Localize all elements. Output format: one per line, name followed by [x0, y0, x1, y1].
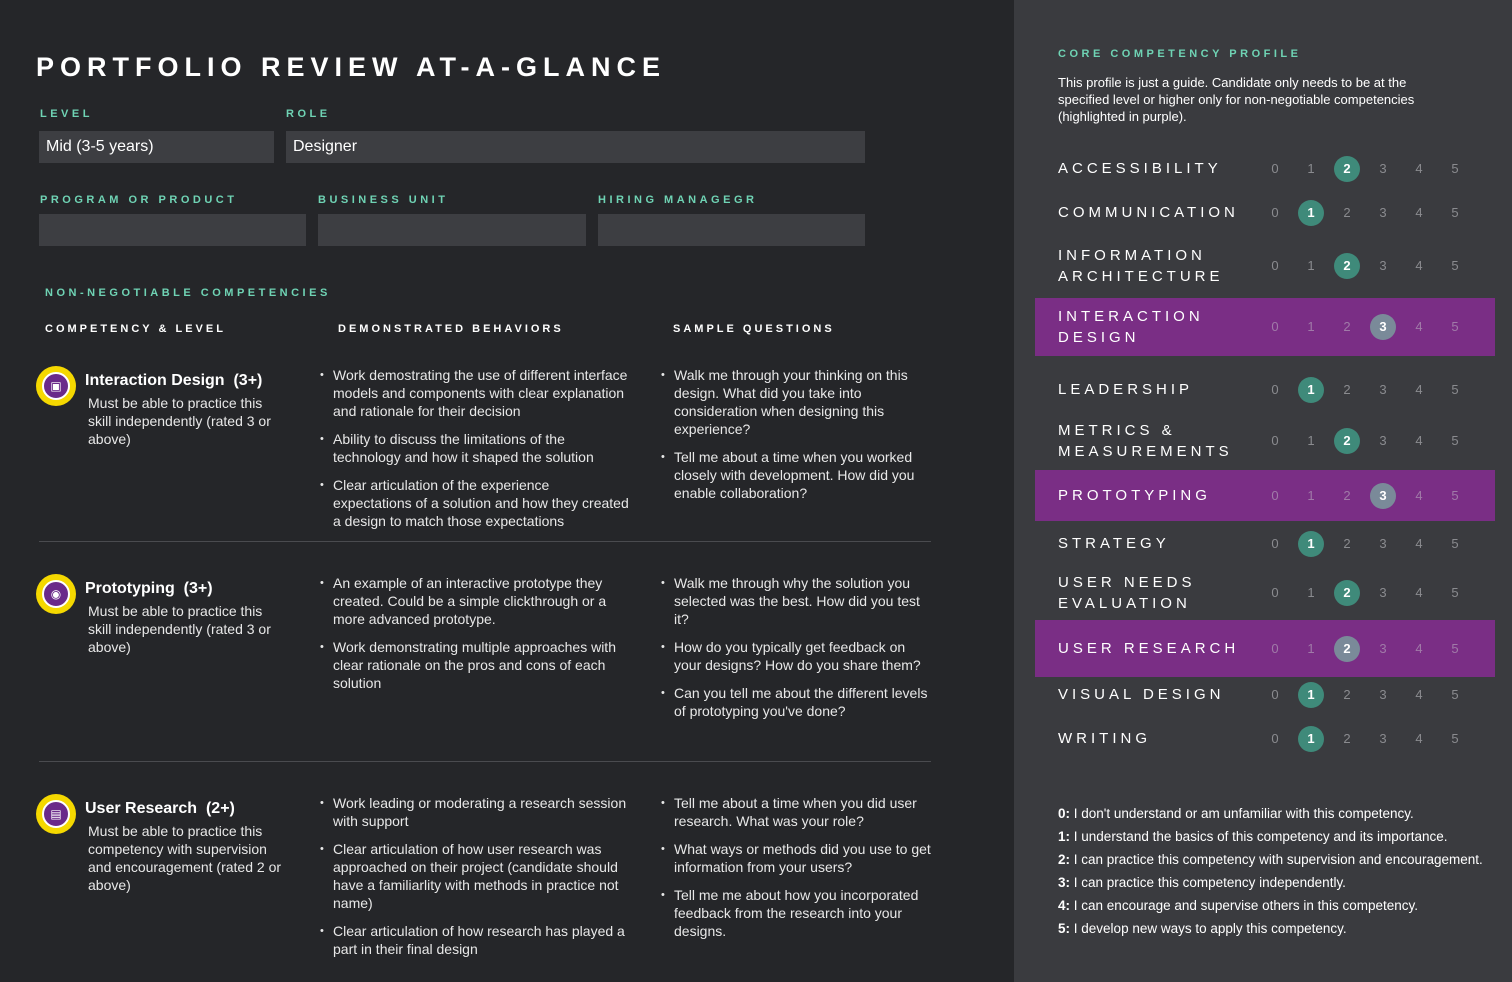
rating-option: 4	[1415, 487, 1423, 503]
rating-option: 0	[1271, 640, 1279, 656]
question-item: • Tell me about a time when you did user research. What was your role?	[660, 794, 935, 830]
profile-title: CORE COMPETENCY PROFILE	[1058, 48, 1302, 60]
rating-option: 3	[1379, 731, 1387, 746]
question-item: • Tell me about a time when you worked closely with development. How did you enable collaboration?	[660, 448, 935, 502]
pointer-icon-badge	[36, 574, 76, 614]
rating-selected: 3	[1370, 483, 1396, 509]
rating-option: 2	[1343, 205, 1351, 220]
competency-row-label: COMMUNICATION	[1058, 204, 1239, 221]
page-title: PORTFOLIO REVIEW AT-A-GLANCE	[36, 52, 666, 82]
rating-option: 0	[1271, 433, 1279, 448]
rating-scale	[1262, 483, 1477, 509]
rating-option: 1	[1307, 640, 1315, 656]
competency-row	[1035, 676, 1495, 714]
competency-row-label: INTERACTION DESIGN	[1058, 308, 1204, 346]
rating-option: 1	[1307, 319, 1315, 334]
question-item: • Can you tell me about the different levels of prototyping you've done?	[660, 684, 935, 720]
competency-row-label: USER NEEDS EVALUATION	[1058, 574, 1196, 612]
legend-item: 3: I can practice this competency independently.	[1058, 875, 1346, 890]
rating-scale	[1262, 253, 1477, 279]
level-label: LEVEL	[40, 108, 93, 120]
rating-option: 4	[1415, 382, 1423, 397]
rating-scale	[1262, 682, 1477, 708]
rating-option: 5	[1451, 536, 1459, 551]
behavior-item: • Clear articulation of how research has played a part in their final design	[319, 922, 629, 958]
rating-scale	[1262, 636, 1477, 662]
competency-row-label: VISUAL DESIGN	[1058, 686, 1225, 703]
behavior-item: • Clear articulation of the experience expectations of a solution and how they created a design to match those expectations	[319, 476, 629, 530]
competency-name: Interaction Design (3+)	[85, 372, 263, 389]
competency-row	[1035, 238, 1495, 294]
rating-scale	[1262, 580, 1477, 606]
competency-row-label: INFORMATION ARCHITECTURE	[1058, 247, 1224, 285]
rating-selected: 2	[1334, 428, 1360, 454]
rating-option: 0	[1271, 382, 1279, 397]
competency-row-label: LEADERSHIP	[1058, 381, 1194, 398]
rating-option: 2	[1343, 319, 1351, 334]
rating-option: 5	[1451, 161, 1459, 176]
rating-option: 5	[1451, 258, 1459, 273]
column-header-behaviors: DEMONSTRATED BEHAVIORS	[338, 323, 564, 335]
rating-option: 2	[1343, 382, 1351, 397]
rating-option: 2	[1343, 487, 1351, 503]
rating-option: 3	[1379, 161, 1387, 176]
rating-option: 4	[1415, 585, 1423, 600]
rating-option: 4	[1415, 258, 1423, 273]
rating-option: 0	[1271, 487, 1279, 503]
rating-option: 1	[1307, 258, 1315, 273]
competency-row	[1035, 524, 1495, 564]
rating-scale	[1262, 531, 1477, 557]
competency-row	[1035, 568, 1495, 618]
profile-intro: This profile is just a guide. Candidate only needs to be at the specified level or higher only for non-negotiable competencies (highlighted in purple).	[1058, 75, 1415, 124]
behavior-item: • Ability to discuss the limitations of the technology and how it shaped the solution	[319, 430, 629, 466]
program-field[interactable]	[39, 214, 306, 246]
competency-row-label: WRITING	[1058, 730, 1151, 747]
rating-option: 5	[1451, 319, 1459, 334]
interaction-icon: ▣	[42, 372, 70, 400]
rating-option: 4	[1415, 731, 1423, 746]
business-unit-label: BUSINESS UNIT	[318, 194, 449, 206]
rating-option: 5	[1451, 433, 1459, 448]
rating-option: 0	[1271, 536, 1279, 551]
rating-selected: 1	[1298, 531, 1324, 557]
rating-option: 3	[1379, 258, 1387, 273]
competency-description: Must be able to practice this skill independently (rated 3 or above)	[88, 395, 271, 447]
behaviors-list	[319, 794, 629, 968]
question-item: • Walk me through why the solution you selected was the best. How did you test it?	[660, 574, 935, 628]
rating-option: 4	[1415, 319, 1423, 334]
competency-row	[1035, 414, 1495, 468]
rating-option: 0	[1271, 687, 1279, 702]
question-item: • Tell me me about how you incorporated feedback from the research into your designs.	[660, 886, 935, 940]
questions-list	[660, 366, 935, 512]
behavior-item: • Work demonstrating multiple approaches with clear rationale on the pros and cons of each solution	[319, 638, 619, 692]
rating-option: 5	[1451, 731, 1459, 746]
rating-option: 0	[1271, 205, 1279, 220]
rating-option: 3	[1379, 536, 1387, 551]
competency-name: Prototyping (3+)	[85, 580, 213, 597]
rating-scale	[1262, 156, 1477, 182]
program-label: PROGRAM OR PRODUCT	[40, 194, 238, 206]
rating-option: 4	[1415, 640, 1423, 656]
rating-selected: 1	[1298, 726, 1324, 752]
competency-row-label: PROTOTYPING	[1058, 486, 1211, 504]
competency-row-label: ACCESSIBILITY	[1058, 160, 1222, 177]
rating-option: 5	[1451, 487, 1459, 503]
rating-selected: 1	[1298, 682, 1324, 708]
question-item: • Walk me through your thinking on this design. What did you take into consideration when designing this experience?	[660, 366, 935, 438]
rating-option: 1	[1307, 487, 1315, 503]
interaction-icon-badge	[36, 366, 76, 406]
rating-selected: 1	[1298, 377, 1324, 403]
hiring-manager-label: HIRING MANAGEGR	[598, 194, 758, 206]
rating-option: 2	[1343, 536, 1351, 551]
rating-option: 5	[1451, 640, 1459, 656]
behavior-item: • Work leading or moderating a research session with support	[319, 794, 629, 830]
hiring-manager-field[interactable]	[598, 214, 865, 246]
rating-selected: 2	[1334, 156, 1360, 182]
rating-option: 2	[1343, 687, 1351, 702]
competency-row	[1035, 370, 1495, 410]
rating-option: 4	[1415, 161, 1423, 176]
competency-row	[1035, 150, 1495, 188]
rating-option: 5	[1451, 585, 1459, 600]
rating-scale	[1262, 314, 1477, 340]
rating-option: 0	[1271, 731, 1279, 746]
rating-option: 0	[1271, 319, 1279, 334]
rating-selected: 2	[1334, 636, 1360, 662]
rating-selected: 1	[1298, 200, 1324, 226]
rating-option: 5	[1451, 205, 1459, 220]
legend-item: 1: I understand the basics of this competency and its importance.	[1058, 829, 1448, 844]
rating-option: 0	[1271, 258, 1279, 273]
rating-selected: 3	[1370, 314, 1396, 340]
chat-icon: ▤	[42, 800, 70, 828]
rating-selected: 2	[1334, 253, 1360, 279]
legend-item: 5: I develop new ways to apply this competency.	[1058, 921, 1347, 936]
rating-scale	[1262, 726, 1477, 752]
legend-item: 0: I don't understand or am unfamiliar with this competency.	[1058, 806, 1414, 821]
legend-item: 4: I can encourage and supervise others in this competency.	[1058, 898, 1418, 913]
rating-option: 5	[1451, 382, 1459, 397]
column-header-competency: COMPETENCY & LEVEL	[45, 323, 226, 335]
behavior-item: • Clear articulation of how user research was approached on their project (candidate should have a familiarlity with methods in practice not name)	[319, 840, 629, 912]
rating-scale	[1262, 428, 1477, 454]
competency-name: User Research (2+)	[85, 800, 235, 817]
competency-description: Must be able to practice this skill independently (rated 3 or above)	[88, 603, 271, 655]
competency-row	[1035, 470, 1495, 521]
rating-scale	[1262, 200, 1477, 226]
profile-legend	[1058, 805, 1488, 943]
rating-option: 1	[1307, 433, 1315, 448]
question-item: • What ways or methods did you use to get information from your users?	[660, 840, 935, 876]
rating-option: 5	[1451, 687, 1459, 702]
rating-option: 1	[1307, 161, 1315, 176]
competency-row-label: STRATEGY	[1058, 535, 1170, 552]
questions-list	[660, 794, 935, 950]
rating-option: 2	[1343, 731, 1351, 746]
rating-option: 1	[1307, 585, 1315, 600]
behaviors-list	[319, 366, 629, 540]
behaviors-list	[319, 574, 619, 702]
level-field[interactable]: Mid (3-5 years)	[39, 131, 274, 163]
rating-option: 3	[1379, 382, 1387, 397]
competency-row-label: USER RESEARCH	[1058, 639, 1240, 657]
question-item: • How do you typically get feedback on your designs? How do you share them?	[660, 638, 935, 674]
competency-row	[1035, 194, 1495, 232]
competency-row	[1035, 298, 1495, 356]
rating-option: 4	[1415, 536, 1423, 551]
questions-list	[660, 574, 935, 730]
legend-item: 2: I can practice this competency with supervision and encouragement.	[1058, 852, 1483, 867]
rating-selected: 2	[1334, 580, 1360, 606]
non-negotiable-heading: NON-NEGOTIABLE COMPETENCIES	[45, 287, 331, 299]
behavior-item: • An example of an interactive prototype they created. Could be a simple clickthrough or a more advanced prototype.	[319, 574, 619, 628]
role-field[interactable]: Designer	[286, 131, 865, 163]
competency-row	[1035, 720, 1495, 758]
business-unit-field[interactable]	[318, 214, 586, 246]
role-label: ROLE	[286, 108, 331, 120]
rating-option: 3	[1379, 585, 1387, 600]
competency-row-label: METRICS & MEASUREMENTS	[1058, 422, 1233, 460]
rating-option: 4	[1415, 687, 1423, 702]
rating-option: 4	[1415, 205, 1423, 220]
rating-option: 4	[1415, 433, 1423, 448]
divider	[39, 541, 931, 542]
rating-option: 0	[1271, 585, 1279, 600]
competency-description: Must be able to practice this competency with supervision and encouragement (rated 2 or above)	[88, 823, 282, 893]
rating-option: 3	[1379, 640, 1387, 656]
pointer-icon: ◉	[42, 580, 70, 608]
rating-scale	[1262, 377, 1477, 403]
rating-option: 0	[1271, 161, 1279, 176]
behavior-item: • Work demostrating the use of different interface models and components with clear explanation and rationale for their decision	[319, 366, 629, 420]
rating-option: 3	[1379, 433, 1387, 448]
chat-icon-badge	[36, 794, 76, 834]
rating-option: 3	[1379, 687, 1387, 702]
rating-option: 3	[1379, 205, 1387, 220]
competency-row	[1035, 620, 1495, 677]
column-header-questions: SAMPLE QUESTIONS	[673, 323, 835, 335]
divider	[39, 761, 931, 762]
